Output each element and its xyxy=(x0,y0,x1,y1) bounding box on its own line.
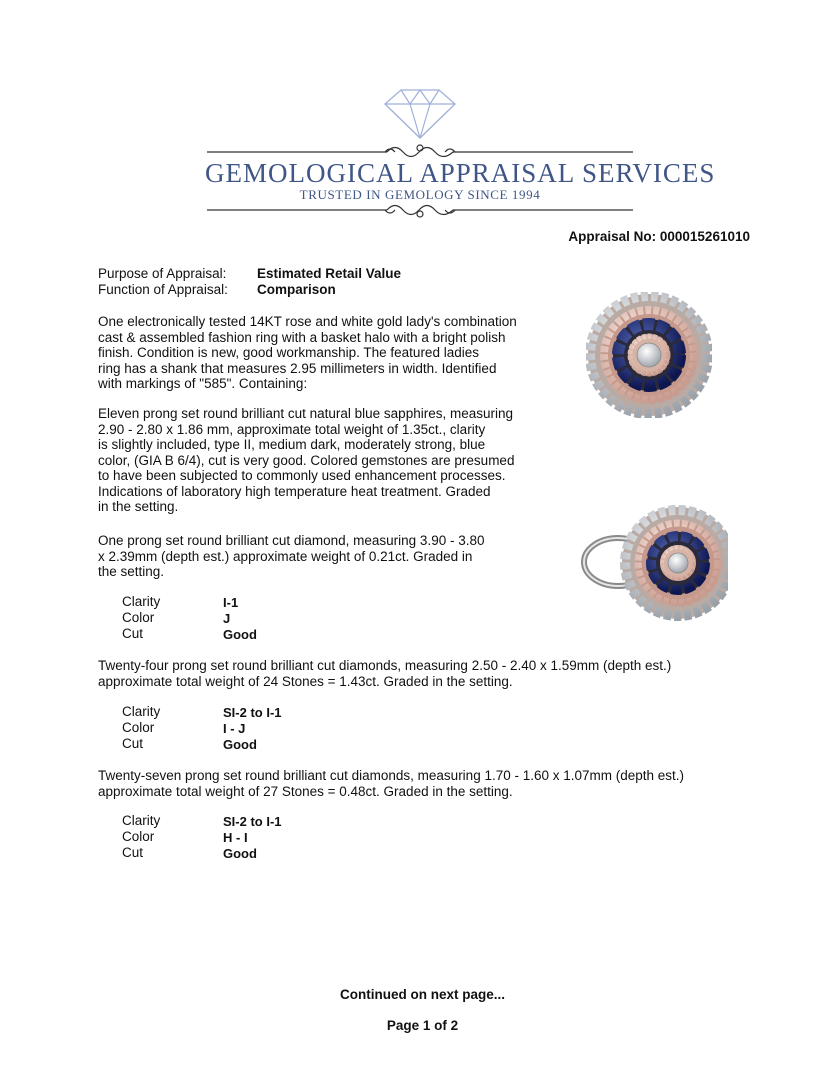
function-value: Comparison xyxy=(257,282,336,297)
cut-label: Cut xyxy=(122,736,144,751)
purpose-value: Estimated Retail Value xyxy=(257,266,402,281)
cut-value: Good xyxy=(223,737,257,752)
accent-diamonds-description: Twenty-seven prong set round brilliant cut diamonds, measuring 1.70 - 1.60 x 1.07mm (depth est.) approximate total weight of 27 Stones = 0.48ct. Graded in the setting. xyxy=(98,768,685,799)
color-label: Color xyxy=(122,720,155,735)
purpose-label: Purpose of Appraisal: xyxy=(98,266,227,281)
cut-label: Cut xyxy=(122,845,144,860)
clarity-label: Clarity xyxy=(122,813,161,828)
company-name: GEMOLOGICAL APPRAISAL SERVICES xyxy=(205,158,716,188)
color-value: I - J xyxy=(223,721,246,736)
sapphire-description: Eleven prong set round brilliant cut natural blue sapphires, measuring 2.90 - 2.80 x 1.86 mm, approximate total weight of 1.35ct., clarity is slightly included, type II, medium dark, moderately strong, blue color, (GIA B 6/4), cut is very good. Colored gemstones are presumed to have been subjected to commonly used enhancement processes. Indications of laboratory high temperature heat treatment. Graded in the setting. xyxy=(98,406,515,514)
center-diamond-description: One prong set round brilliant cut diamond, measuring 3.90 - 3.80 x 2.39mm (depth est.) approximate weight of 0.21ct. Graded in the setting. xyxy=(98,533,485,579)
page-number: Page 1 of 2 xyxy=(386,1018,459,1033)
clarity-label: Clarity xyxy=(122,594,161,609)
appraisal-number: Appraisal No: 000015261010 xyxy=(568,229,750,244)
color-label: Color xyxy=(122,829,155,844)
clarity-label: Clarity xyxy=(122,704,161,719)
company-logo xyxy=(205,86,716,221)
clarity-value: I-1 xyxy=(223,595,239,610)
company-tagline: TRUSTED IN GEMOLOGY SINCE 1994 xyxy=(299,187,541,202)
ring-top-view-image xyxy=(586,292,712,418)
halo-diamonds-description: Twenty-four prong set round brilliant cut diamonds, measuring 2.50 - 2.40 x 1.59mm (depth est.) approximate total weight of 24 Stones = 1.43ct. Graded in the setting. xyxy=(98,658,672,689)
function-label: Function of Appraisal: xyxy=(98,282,228,297)
clarity-value: SI-2 to I-1 xyxy=(223,814,282,829)
ring-side-view-image xyxy=(578,500,728,628)
cut-label: Cut xyxy=(122,626,144,641)
clarity-value: SI-2 to I-1 xyxy=(223,705,282,720)
color-value: J xyxy=(223,611,231,626)
cut-value: Good xyxy=(223,627,257,642)
color-label: Color xyxy=(122,610,155,625)
continued-note: Continued on next page... xyxy=(340,987,505,1002)
ring-description: One electronically tested 14KT rose and white gold lady's combination cast & assembled fashion ring with a basket halo with a bright polish finish. Condition is new, good workmanship. The featured ladies ring has a shank that measures 2.95 millimeters in width. Identified with markings of "585". Containing: xyxy=(98,314,517,391)
color-value: H - I xyxy=(223,830,248,845)
cut-value: Good xyxy=(223,846,257,861)
